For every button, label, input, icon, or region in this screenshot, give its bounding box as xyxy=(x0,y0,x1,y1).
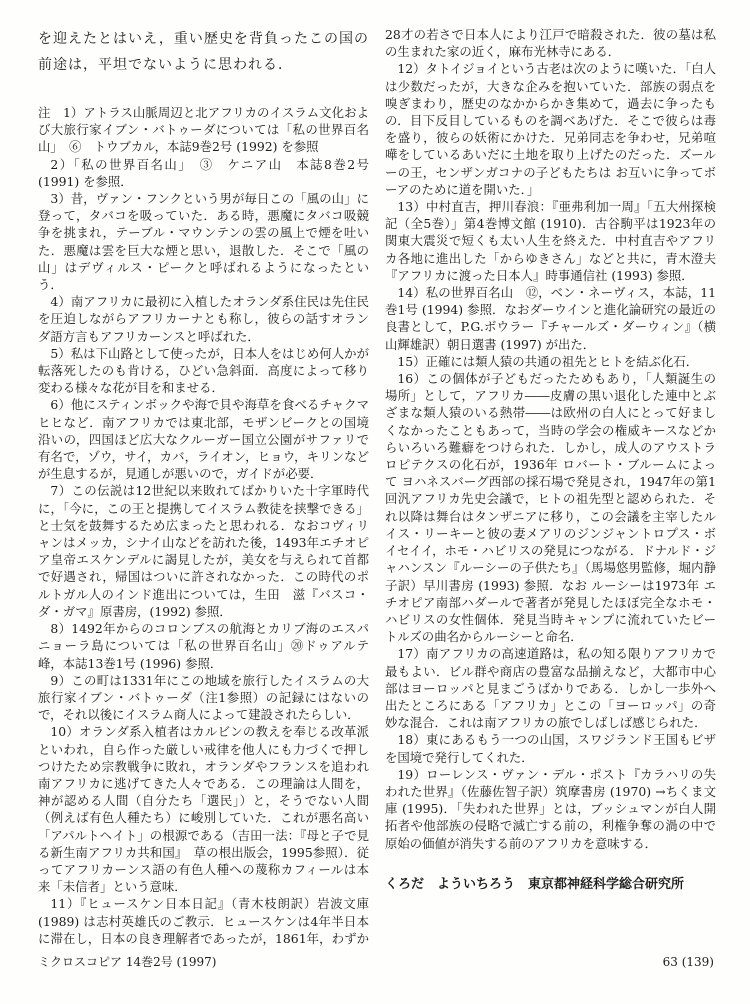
note-1: 注 1）アトラス山脈周辺と北アフリカのイスラム文化および大旅行家イブン・バトゥーダについては「私の世界百名山」 ⑥ トウブカル，本誌9巻2号 (1992) を参照 xyxy=(38,105,369,155)
note-10: 10）オランダ系入植者はカルビンの教えを奉じる改革派といわれ，自ら作った厳しい戒律を他人にも力づくで押しつけたため宗教戦争に敗れ，オランダやフランスを追われ南アフリカに逃げてきた人々である．この理論は人間を，神が認める人間（自分たち「選民」）と，そうでない人間（例えば有色人種たち）に峻別していた．これが悪名高い「アパルトヘイト」の根源である（吉田一法：『母と子で見る新生南アフリカ共和国』 草の根出版会，1995参照）．従ってアフリカーンス語の有色人種への蔑称カフィールは本来「未信者」という意味． xyxy=(38,724,369,895)
page-footer xyxy=(38,955,714,969)
author-credit: くろだ よういちろう 東京都神経科学総合研究所 xyxy=(385,876,685,892)
note-8: 8）1492年からのコロンブスの航海とカリブ海のエスパニョーラ島については「私の世界百名山」⑳ドゥアルテ峰，本誌13巻1号 (1996) 参照． xyxy=(38,621,369,671)
journal-citation: ミクロスコピア 14巻2号 (1997) xyxy=(38,955,217,969)
note-6: 6）他にスティンボックや海で貝や海草を食べるチャクマヒヒなど．南アフリカでは東北部，モザンビークとの国境沿いの，四国ほど広大なクルーガー国立公園がサファリで有名で，ゾウ，サイ，カバ，ライオン，ヒョウ，キリンなどが生息するが，見通しが悪いので，ガイドが必要． xyxy=(38,397,369,482)
page-number: 63 (139) xyxy=(662,955,714,969)
note-12: 12）タトイジョイという古老は次のように嘆いた．「白人は少数だったが，大きな企みを抱いていた．部族の弱点を嗅ぎまわり，歴史のなかからかき集めて，過去に争ったもの．目下反目しているものを調べあげた．そこで彼らは毒を盛り，彼らの妖術にかけた．兄弟同志を争わせ，兄弟喧嘩をしているあいだに土地を取り上げたのだった．ズールーの王，センザンガコナの子どもたちは お互いに争ってボーアのために道を開いた．」 xyxy=(385,61,716,197)
note-4: 4）南アフリカに最初に入植したオランダ系住民は先住民を圧迫しながらアフリカーナとも称し，彼らの話すオランダ語方言もアフリカーンスと呼ばれた． xyxy=(38,294,369,344)
note-17: 17）南アフリカの高速道路は，私の知る限りアフリカで最もよい．ビル群や商店の豊富な品揃えなど，大都市中心部はヨーロッパと見まごうばかりである．しかし一歩外へ出たところにある「アフリカ」とこの「ヨーロッパ」の奇妙な混合．これは南アフリカの旅でしばしば感じられた． xyxy=(385,646,716,731)
note-19: 19）ローレンス・ヴァン・デル・ポスト『カラハリの失われた世界』（佐藤佐智子訳）筑摩書房 (1970) →ちくま文庫 (1995)．「失われた世界」とは，ブッシュマンが白人開拓者や他部族の侵略で滅亡する前の，利権争奪の渦の中で原始の価値が消失する前のアフリカを意味する． xyxy=(385,766,716,851)
note-2: 2）「私の世界百名山」 ③ ケニア山 本誌8巻2号 (1991) を参照． xyxy=(38,156,369,189)
note-7: 7）この伝説は12世紀以来敗れてばかりいた十字軍時代に，「今に，この王と提携してイスラム教徒を挟撃できる」と士気を鼓舞するため広まったと思われる．なおコヴィリャンはメッカ，シナイ山などを訪れた後，1493年エチオピア皇帝エスケンデルに謁見したが，美女を与えられて首都で好遇され，帰国はついに許されなかった．この時代のポルトガル人のインド進出については，生田 滋『バスコ・ダ・ガマ』原書房，(1992) 参照． xyxy=(38,483,369,619)
note-5: 5）私は下山路として使ったが，日本人をはじめ何人かが転落死したのも肯ける，ひどい急斜面．高度によって移り変わる様々な花が目を和ませる． xyxy=(38,345,369,396)
note-16: 16）この個体が子どもだったためもあり，「人類誕生の場所」として，アフリカ――皮膚の黒い退化した連中とぶざまな類人猿のいる熱帯――は欧州の白人にとって好ましくなかったこともあって，当時の学会の権威キースなどからいろいろ難癖をつけられた．しかし，成人のアウストラロピテクスの化石が，1936年 ロバート・ブルームによって ヨハネスバーグ西部の採石場で発見され，1947年の第1回汎アフリカ先史会議で，ヒトの祖先型と認められた．それ以降は舞台はタンザニアに移り，この会議を主宰したルイス・リーキーと彼の妻メアリのジンジャントロプス・ボイセイイ，ホモ・ハビリスの発見につながる．ドナルド・ジャハンスン『ルーシーの子供たち』（馬場悠男監修，堀内静子訳）早川書房 (1993) 参照．なお ルーシーは1973年 エチオピア南部ハダールで著者が発見したほぼ完全なホモ・ハビリスの女性個体．発見当時キャンプに流れていたビートルズの曲名からルーシーと命名． xyxy=(385,371,716,645)
note-11: 11）『ヒュースケン日本日記』（青木枝朗訳）岩波文庫 (1989) は志村英雄氏のご教示．ヒュースケンは4年半日本に滞在し，日本の良き理解者であったが，1861年，わずか28才の若さで日本人により江戸で暗殺された．彼の墓は私の生まれた家の近く，麻布光林寺にある． xyxy=(38,27,716,946)
note-15: 15）正確には類人猿の共通の祖先とヒトを結ぶ化石． xyxy=(397,353,699,369)
note-18: 18）東にあるもう一つの山国，スワジランド王国もビザを国境で発行してくれた． xyxy=(385,732,716,765)
note-9: 9）この町は1331年にこの地域を旅行したイスラムの大旅行家イブン・バトゥーダ（注1参照）の記録にはないので，それ以後にイスラム商人によって建設されたらしい． xyxy=(38,672,369,723)
note-3: 3）昔，ヴァン・フンクという男が毎日この「風の山」に登って，タバコを吸っていた．ある時，悪魔にタバコ吸競争を挑まれ，テーブル・マウンテンの雲の風上で煙を吐いた．悪魔は雲を巨大な煙と思い，退散した．そこで「風の山」はデヴィルス・ピークと呼ばれるようになったという． xyxy=(38,191,369,293)
text-columns xyxy=(38,26,716,970)
note-14: 14）私の世界百名山 ⑫，ベン・ネーヴィス，本誌，11巻1号 (1994) 参照．なおダーウインと進化論研究の最近の良書として，P.G.ボウラー『チャールズ・ダーウィン』（横山輝雄訳）朝日選書 (1997) が出た． xyxy=(385,285,716,352)
note-13: 13）中村直吉，押川春浪：『亜弗利加一周』「五大州探検記（全5巻）」第4巻博文館 (1910)．古谷駒平は1923年の関東大震災で短くも太い人生を終えた．中村直吉やアフリカ各地に進出した「からゆきさん」などと共に，青木澄夫『アフリカに渡った日本人』時事通信社 (1993) 参照． xyxy=(385,199,716,283)
intro-paragraph: を迎えたとはいえ，重い歴史を背負ったこの国の前途は，平坦でないように思われる． xyxy=(38,31,369,73)
